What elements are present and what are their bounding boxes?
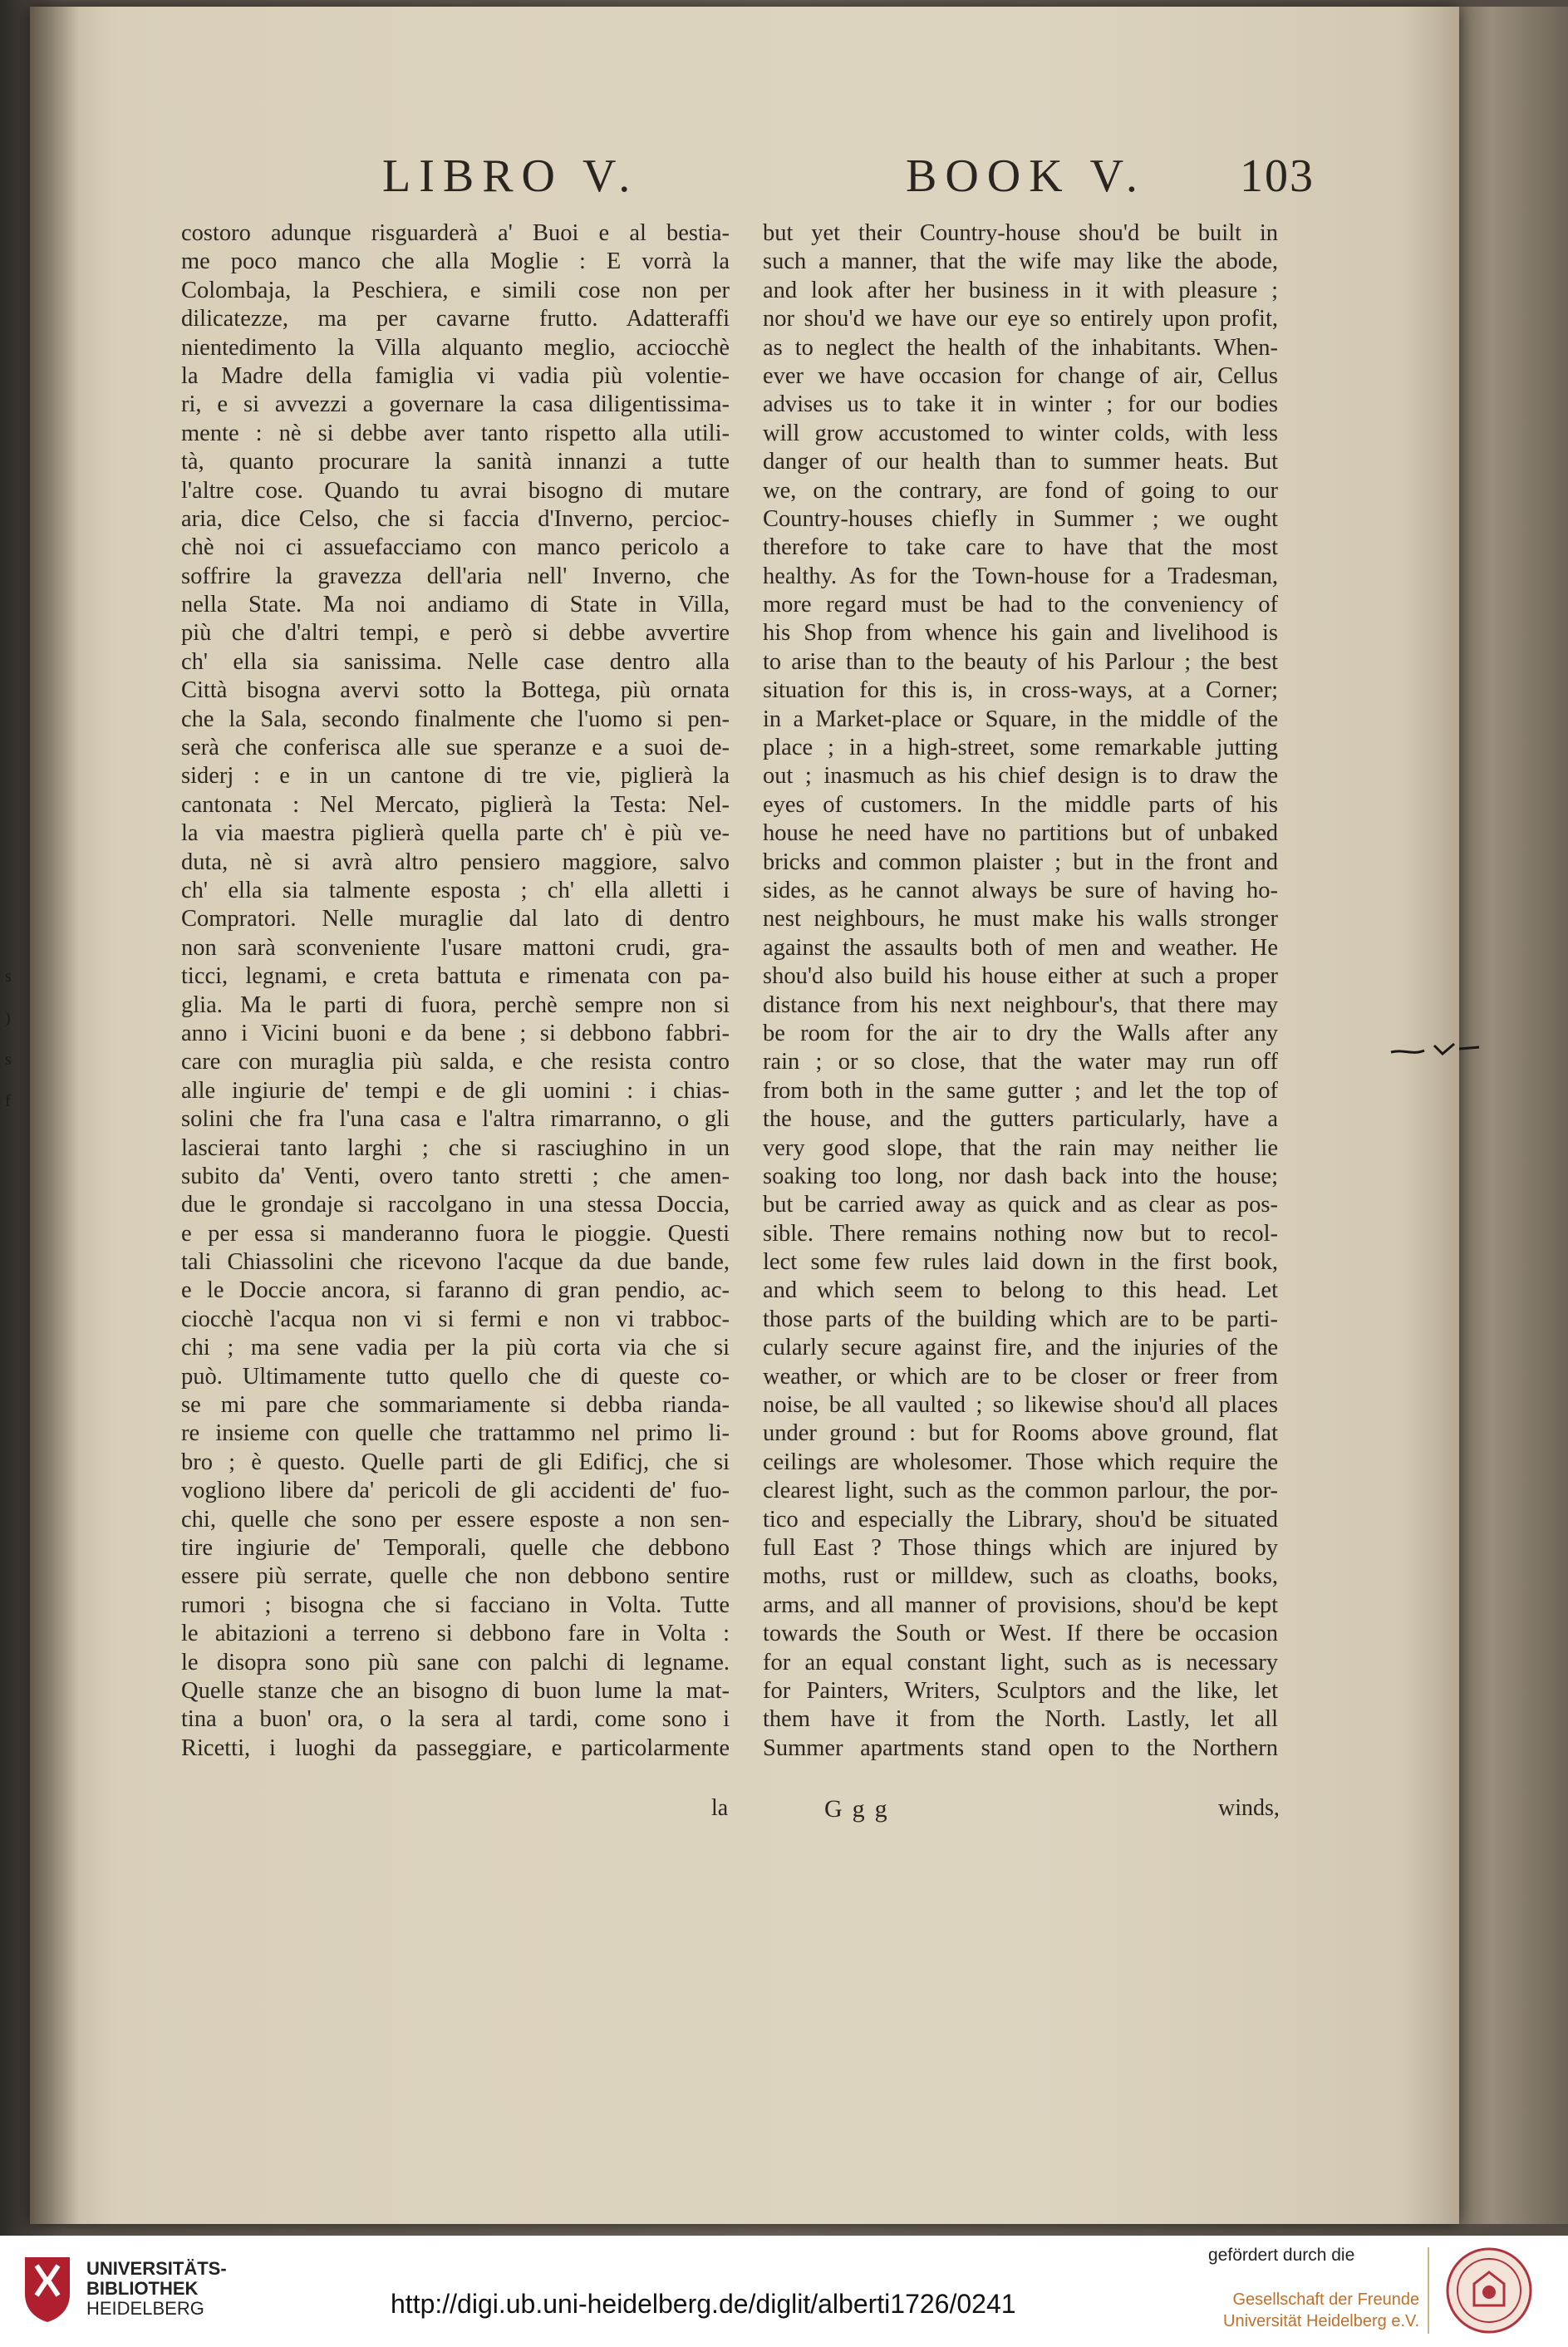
- text-line: danger of our health than to summer heats. But: [763, 449, 1278, 475]
- text-line: serà che conferisca alle sue speranze e a suoi de-: [181, 735, 730, 761]
- text-line: l'altre cose. Quando tu avrai bisogno di mutare: [181, 477, 730, 504]
- text-line: in a Market-place or Square, in the middle of the: [763, 706, 1278, 732]
- text-line: la Madre della famiglia vi vadia più volentie-: [181, 362, 730, 389]
- sponsor-line1: Gesellschaft der Freunde: [1232, 2290, 1420, 2309]
- text-line: bricks and common plaister ; but in the front and: [763, 849, 1278, 875]
- text-line: cantonata : Nel Mercato, piglierà la Testa: Nel-: [181, 791, 730, 818]
- text-line: against the assaults both of men and weather. He: [763, 934, 1278, 961]
- text-line: distance from his next neighbour's, that there may: [763, 991, 1278, 1018]
- library-name-line2: BIBLIOTHEK: [86, 2278, 199, 2299]
- text-line: those parts of the building which are to be parti-: [763, 1306, 1278, 1332]
- text-line: ticci, legnami, e creta battuta e rimenata con pa-: [181, 963, 730, 990]
- text-line: as to neglect the health of the inhabitants. When-: [763, 334, 1278, 361]
- english-text-column: [763, 219, 1278, 1763]
- text-line: nella State. Ma noi andiamo di State in Villa,: [181, 592, 730, 618]
- text-line: to arise than to the beauty of his Parlour ; the best: [763, 648, 1278, 675]
- text-line: ri, e si avvezzi a governare la casa diligentissima-: [181, 391, 730, 418]
- text-line: under ground : but for Rooms above ground, flat: [763, 1420, 1278, 1447]
- text-line: nor shou'd we have our eye so entirely upon profit,: [763, 306, 1278, 332]
- text-line: aria, dice Celso, che si faccia d'Inverno, percioc-: [181, 505, 730, 532]
- university-library-logo-icon: [22, 2256, 73, 2324]
- text-line: nientedimento la Villa alquanto meglio, acciocchè: [181, 334, 730, 361]
- text-line: Country-houses chiefly in Summer ; we ought: [763, 505, 1278, 532]
- text-line: siderj : e in un cantone di tre vie, piglierà la: [181, 763, 730, 790]
- text-line: and look after her business in it with pleasure ;: [763, 277, 1278, 303]
- text-line: lect some few rules laid down in the first book,: [763, 1249, 1278, 1276]
- signature-mark: Ggg: [824, 1795, 897, 1823]
- text-line: eyes of customers. In the middle parts of his: [763, 791, 1278, 818]
- text-line: costoro adunque risguarderà a' Buoi e al bestia-: [181, 220, 730, 246]
- text-line: such a manner, that the wife may like the abode,: [763, 248, 1278, 275]
- text-line: le abitazioni a terreno si debbono fare in Volta :: [181, 1621, 730, 1647]
- text-line: soffrire la gravezza dell'aria nell' Inverno, che: [181, 563, 730, 589]
- text-line: Colombaja, la Peschiera, e simili cose non per: [181, 277, 730, 303]
- text-line: them have it from the North. Lastly, let all: [763, 1706, 1278, 1733]
- text-line: full East ? Those things which are injured by: [763, 1534, 1278, 1561]
- text-line: essere più serrate, quelle che non debbono sentire: [181, 1563, 730, 1590]
- text-line: cularly secure against fire, and the injuries of the: [763, 1335, 1278, 1361]
- text-line: clearest light, such as the common parlour, the por-: [763, 1478, 1278, 1504]
- text-line: advises us to take it in winter ; for our bodies: [763, 391, 1278, 418]
- text-line: from both in the same gutter ; and let the top of: [763, 1077, 1278, 1104]
- text-line: chè noi ci assuefacciamo con manco pericolo a: [181, 534, 730, 561]
- text-line: and which seem to belong to this head. Let: [763, 1277, 1278, 1304]
- text-line: we, on the contrary, are fond of going to our: [763, 477, 1278, 504]
- text-line: Città bisogna avervi sotto la Bottega, più ornata: [181, 677, 730, 704]
- text-line: noise, be all vaulted ; so likewise shou'd all places: [763, 1392, 1278, 1419]
- text-line: rain ; or so close, that the water may run off: [763, 1049, 1278, 1075]
- university-library-name: [86, 2259, 227, 2319]
- running-head-right: BOOK V.: [906, 150, 1146, 202]
- text-line: tico and especially the Library, shou'd be situated: [763, 1506, 1278, 1533]
- text-line: sible. There remains nothing now but to recol-: [763, 1220, 1278, 1247]
- permalink-url[interactable]: http://digi.ub.uni-heidelberg.de/diglit/alberti1726/0241: [391, 2289, 1016, 2319]
- text-line: for an equal constant light, such as is necessary: [763, 1649, 1278, 1675]
- text-line: ch' ella sia sanissima. Nelle case dentro alla: [181, 648, 730, 675]
- text-line: therefore to take care to have that the most: [763, 534, 1278, 561]
- sponsor-label: gefördert durch die: [1208, 2246, 1355, 2265]
- italian-text-column: [181, 219, 730, 1763]
- text-line: care con muraglia più salda, e che resista contro: [181, 1049, 730, 1075]
- text-line: duta, nè si avrà altro pensiero maggiore, salvo: [181, 849, 730, 875]
- text-line: Compratori. Nelle muraglie dal lato di dentro: [181, 906, 730, 932]
- text-line: rumori ; bisogna che si facciano in Volta. Tutte: [181, 1592, 730, 1618]
- text-line: bro ; è questo. Quelle parti de gli Edificj, che si: [181, 1449, 730, 1475]
- text-line: chi, quelle che sono per essere esposte a non sen-: [181, 1506, 730, 1533]
- text-line: situation for this is, in cross-ways, at a Corner;: [763, 677, 1278, 704]
- page-number: 103: [1240, 150, 1315, 202]
- text-line: very good slope, that the rain may neither lie: [763, 1134, 1278, 1161]
- gutter-shadow: [30, 7, 80, 2224]
- text-line: arms, and all manner of provisions, shou'd be kept: [763, 1592, 1278, 1618]
- text-line: shou'd also build his house either at such a proper: [763, 963, 1278, 990]
- text-line: out ; inasmuch as his chief design is to draw the: [763, 763, 1278, 790]
- text-line: anno i Vicini buoni e da bene ; si debbono fabbri-: [181, 1020, 730, 1046]
- text-line: le disopra sono più sane con palchi di legname.: [181, 1649, 730, 1675]
- text-line: place ; in a high-street, some remarkable jutting: [763, 735, 1278, 761]
- text-line: e per essa si manderanno fuora le pioggie. Questi: [181, 1220, 730, 1247]
- text-line: soaking too long, nor dash back into the house;: [763, 1163, 1278, 1189]
- text-line: towards the South or West. If there be occasion: [763, 1621, 1278, 1647]
- text-line: chi ; ma sene vadia per la più corta via che si: [181, 1335, 730, 1361]
- text-line: tali Chiassolini che ricevono l'acque da due bande,: [181, 1249, 730, 1276]
- text-line: vogliono libere da' pericoli de gli accidenti de' fuo-: [181, 1478, 730, 1504]
- text-line: house he need have no partitions but of unbaked: [763, 820, 1278, 847]
- text-line: ch' ella sia talmente esposta ; ch' ella alletti i: [181, 877, 730, 903]
- text-line: non sarà sconveniente l'usare mattoni crudi, gra-: [181, 934, 730, 961]
- text-line: more regard must be had to the conveniency of: [763, 592, 1278, 618]
- university-seal-icon: [1446, 2247, 1532, 2334]
- footer-divider: [1428, 2247, 1429, 2334]
- library-name-line1: UNIVERSITÄTS-: [86, 2258, 227, 2279]
- library-name-line3: HEIDELBERG: [86, 2298, 204, 2319]
- text-line: nest neighbours, he must make his walls stronger: [763, 906, 1278, 932]
- text-line: glia. Ma le parti di fuora, perchè sempre non si: [181, 991, 730, 1018]
- text-line: me poco manco che alla Moglie : E vorrà la: [181, 248, 730, 275]
- text-line: ceilings are wholesomer. Those which require the: [763, 1449, 1278, 1475]
- text-line: the house, and the gutters particularly, have a: [763, 1106, 1278, 1133]
- text-line: will grow accustomed to winter colds, with less: [763, 420, 1278, 446]
- text-line: tire ingiurie de' Temporali, quelle che debbono: [181, 1534, 730, 1561]
- text-line: Ricetti, i luoghi da passeggiare, e particolarmente: [181, 1734, 730, 1761]
- text-line: be room for the air to dry the Walls after any: [763, 1020, 1278, 1046]
- text-line: ciocchè l'acqua non vi si fermi e non vi trabboc-: [181, 1306, 730, 1332]
- catchword-right: winds,: [1218, 1795, 1280, 1821]
- text-line: sides, as he cannot always be sure of having ho-: [763, 877, 1278, 903]
- text-line: mente : nè si debbe aver tanto rispetto alla utili-: [181, 420, 730, 446]
- text-line: but be carried away as quick and as clear as pos-: [763, 1192, 1278, 1218]
- text-line: Quelle stanze che an bisogno di buon lume la mat-: [181, 1677, 730, 1704]
- text-line: lascierai tanto larghi ; che si rasciughino in un: [181, 1134, 730, 1161]
- text-line: tina a buon' ora, o la sera al tardi, come sono i: [181, 1706, 730, 1733]
- text-line: healthy. As for the Town-house for a Tradesman,: [763, 563, 1278, 589]
- text-line: re insieme con quelle che trattammo nel primo li-: [181, 1420, 730, 1447]
- ink-mark-icon: [1388, 1031, 1487, 1064]
- text-line: solini che fra l'una casa e l'altra rimarranno, o gli: [181, 1106, 730, 1133]
- text-line: weather, or which are to be closer or freer from: [763, 1363, 1278, 1390]
- margin-marks: s ) s f: [5, 967, 12, 1110]
- text-line: e le Doccie ancora, si faranno di gran pendio, ac-: [181, 1277, 730, 1304]
- text-line: moths, rust or milldew, such as cloaths, books,: [763, 1563, 1278, 1590]
- text-line: può. Ultimamente tutto quello che di queste co-: [181, 1363, 730, 1390]
- sponsor-name: [1223, 2289, 1419, 2332]
- text-line: se mi pare che sommariamente si debba rianda-: [181, 1392, 730, 1419]
- text-line: alle ingiurie de' tempi e de gli uomini : i chias-: [181, 1077, 730, 1104]
- text-line: his Shop from whence his gain and livelihood is: [763, 620, 1278, 647]
- text-line: due le grondaje si raccolgano in una stessa Doccia,: [181, 1192, 730, 1218]
- text-line: ever we have occasion for change of air, Cellus: [763, 362, 1278, 389]
- text-line: la via maestra piglierà quella parte ch' è più ve-: [181, 820, 730, 847]
- book-edge: [1459, 7, 1568, 2224]
- text-line: but yet their Country-house shou'd be built in: [763, 220, 1278, 246]
- text-line: for Painters, Writers, Sculptors and the like, let: [763, 1677, 1278, 1704]
- running-head-left: LIBRO V.: [382, 150, 639, 202]
- text-line: dilicatezze, ma per cavarne frutto. Adatteraffi: [181, 306, 730, 332]
- sponsor-line2: Universität Heidelberg e.V.: [1223, 2312, 1420, 2330]
- text-line: Summer apartments stand open to the Northern: [763, 1734, 1278, 1761]
- text-line: tà, quanto procurare la sanità innanzi a tutte: [181, 449, 730, 475]
- text-line: subito da' Venti, overo tanto stretti ; che amen-: [181, 1163, 730, 1189]
- text-line: che la Sala, secondo finalmente che l'uomo si pen-: [181, 706, 730, 732]
- text-line: più che d'altri tempi, e però si debbe avvertire: [181, 620, 730, 647]
- catchword-left: la: [711, 1795, 729, 1821]
